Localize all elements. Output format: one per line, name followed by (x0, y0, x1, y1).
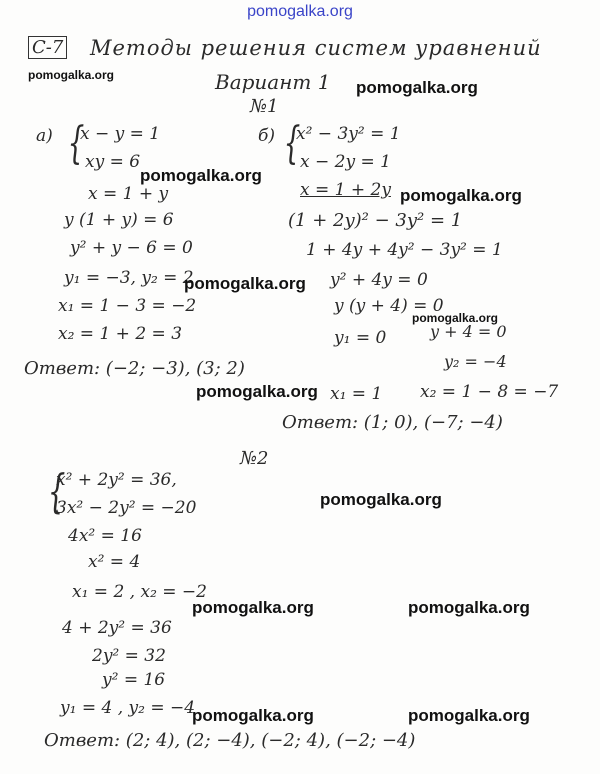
part-b-line-7: y (y + 4) = 0 (334, 296, 444, 316)
problem2-line-2: 3x² − 2y² = −20 (56, 498, 197, 518)
part-b-line-10: y₂ = −4 (444, 352, 507, 371)
problem2-number: №2 (240, 448, 269, 469)
part-a-line-5: y² + y − 6 = 0 (70, 238, 193, 258)
watermark: pomogalka.org (356, 78, 478, 97)
part-a-line-4: y (1 + y) = 6 (64, 210, 174, 230)
watermark: pomogalka.org (192, 598, 314, 617)
part-b-line-9: y + 4 = 0 (430, 322, 507, 341)
watermark: pomogalka.org (400, 186, 522, 205)
system-brace-b: { (283, 118, 301, 169)
part-b-line-8: y₁ = 0 (334, 328, 387, 348)
part-b-line-4: (1 + 2y)² − 3y² = 1 (288, 210, 463, 231)
problem1-number: №1 (250, 96, 279, 117)
watermark: pomogalka.org (28, 68, 115, 82)
part-b-line-1: x² − 3y² = 1 (296, 124, 401, 144)
watermark: pomogalka.org (320, 490, 442, 509)
system-brace-2: { (47, 464, 66, 518)
part-a-line-3: x = 1 + y (88, 184, 169, 204)
section-label: С-7 (28, 36, 67, 59)
variant-label: Вариант 1 (215, 70, 331, 94)
problem2-line-9: y₁ = 4 , y₂ = −4 (60, 698, 196, 718)
part-b-line-12: x₂ = 1 − 8 = −7 (420, 382, 559, 402)
part-a-line-6: y₁ = −3, y₂ = 2 (64, 268, 194, 288)
watermark: pomogalka.org (184, 274, 306, 293)
watermark: pomogalka.org (140, 166, 262, 185)
part-b-answer: Ответ: (1; 0), (−7; −4) (282, 412, 503, 433)
part-a-answer: Ответ: (−2; −3), (3; 2) (24, 358, 245, 379)
problem2-line-8: y² = 16 (102, 670, 166, 690)
page-title: Методы решения систем уравнений (90, 36, 542, 60)
part-b-line-3: x = 1 + 2y (300, 180, 391, 200)
problem2-line-4: x² = 4 (88, 552, 141, 572)
part-b-label: б) (258, 126, 276, 146)
watermark: pomogalka.org (192, 706, 314, 725)
part-a-line-2: xy = 6 (85, 152, 141, 172)
part-a-line-1: x − y = 1 (80, 124, 161, 144)
problem2-line-6: 4 + 2y² = 36 (62, 618, 172, 638)
watermark: pomogalka.org (408, 706, 530, 725)
problem2-line-3: 4x² = 16 (68, 526, 142, 546)
watermark: pomogalka.org (196, 382, 318, 401)
watermark: pomogalka.org (408, 598, 530, 617)
part-b-line-11: x₁ = 1 (330, 384, 383, 404)
problem2-line-1: x² + 2y² = 36, (56, 470, 177, 490)
problem2-answer: Ответ: (2; 4), (2; −4), (−2; 4), (−2; −4) (44, 730, 416, 751)
part-b-line-5: 1 + 4y + 4y² − 3y² = 1 (306, 240, 503, 260)
problem2-line-5: x₁ = 2 , x₂ = −2 (72, 582, 207, 602)
part-b-line-6: y² + 4y = 0 (330, 270, 428, 290)
site-url-header: pomogalka.org (247, 3, 353, 20)
part-a-line-8: x₂ = 1 + 2 = 3 (58, 324, 183, 344)
problem2-line-7: 2y² = 32 (92, 646, 166, 666)
watermark: pomogalka.org (412, 311, 499, 325)
part-a-line-7: x₁ = 1 − 3 = −2 (58, 296, 197, 316)
part-a-label: а) (36, 126, 53, 146)
system-brace-a: { (67, 118, 85, 169)
part-b-line-2: x − 2y = 1 (300, 152, 391, 172)
